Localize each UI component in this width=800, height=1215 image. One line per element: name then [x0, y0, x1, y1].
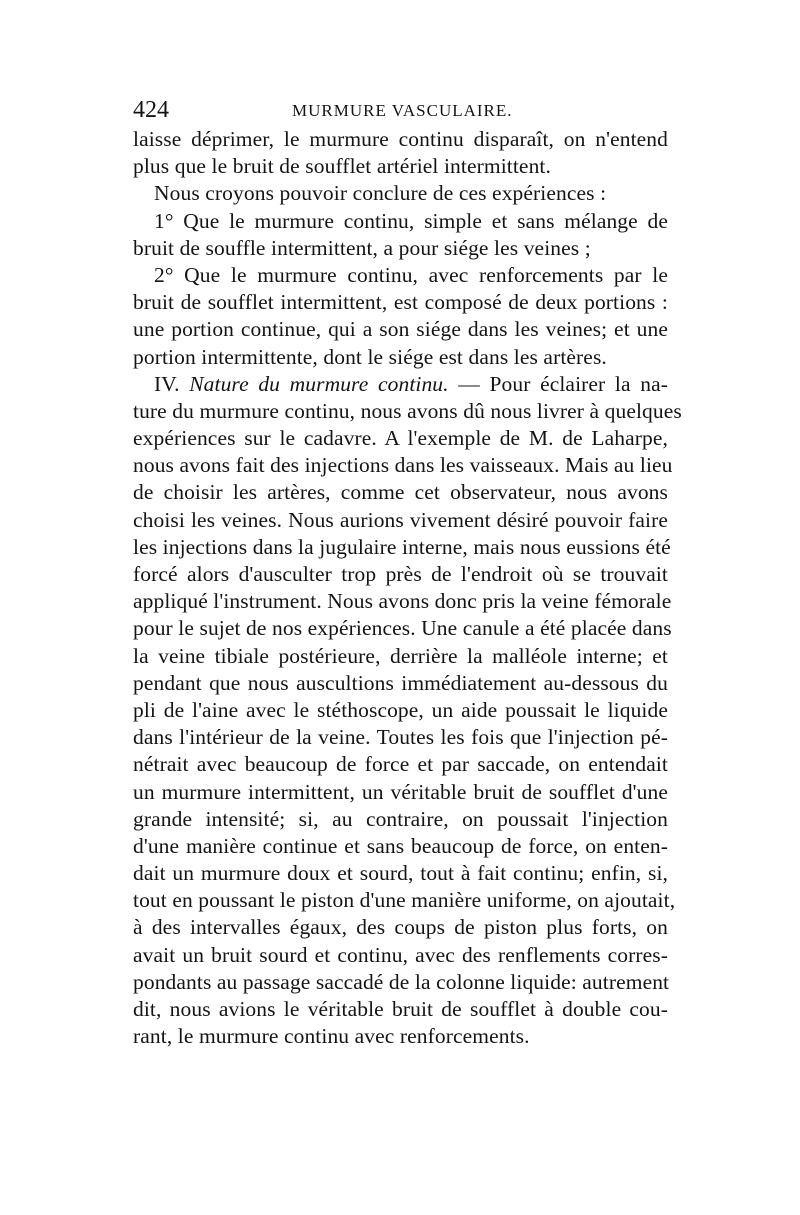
text-line: rant, le murmure continu avec renforcements.: [133, 1024, 530, 1049]
section-number: IV.: [154, 371, 180, 396]
running-head: [133, 97, 666, 123]
text-line: Nous croyons pouvoir conclure de ces expériences :: [154, 181, 607, 206]
body-text: [133, 126, 682, 1050]
text-line: portion intermittente, dont le siége est dans les artères.: [133, 344, 607, 369]
text-line: les injections dans la jugulaire interne, mais nous eussions été: [133, 534, 671, 559]
text-line: nétrait avec beaucoup de force et par saccade, on entendait: [133, 752, 668, 777]
text-line: d'une manière continue et sans beaucoup de force, on enten-: [133, 833, 668, 858]
text-line: pour le sujet de nos expériences. Une canule a été placée dans: [133, 616, 672, 641]
text-line: un murmure intermittent, un véritable bruit de soufflet d'une: [133, 779, 668, 804]
text-line: de choisir les artères, comme cet observateur, nous avons: [133, 480, 668, 505]
text-line: pondants au passage saccadé de la colonne liquide: autrement: [133, 969, 670, 994]
text-line: une portion continue, qui a son siége dans les veines; et une: [133, 317, 668, 342]
section-lead-text: — Pour éclairer la na-: [458, 371, 668, 396]
text-line: 1° Que le murmure continu, simple et sans mélange de: [154, 208, 668, 233]
text-line: ture du murmure continu, nous avons dû nous livrer à quelques: [133, 398, 682, 423]
section-heading-line: [133, 371, 668, 398]
text-line: grande intensité; si, au contraire, on poussait l'injection: [133, 806, 668, 831]
text-line: expériences sur le cadavre. A l'exemple de M. de Laharpe,: [133, 426, 668, 451]
text-line: bruit de souffle intermittent, a pour siége les veines ;: [133, 235, 591, 260]
text-line: tout en poussant le piston d'une manière uniforme, on ajoutait,: [133, 888, 676, 913]
text-line: nous avons fait des injections dans les vaisseaux. Mais au lieu: [133, 453, 673, 478]
running-title: MURMURE VASCULAIRE.: [292, 101, 513, 120]
text-line: dit, nous avions le véritable bruit de soufflet à double cou-: [133, 997, 668, 1021]
text-line: la veine tibiale postérieure, derrière la malléole interne; et: [133, 643, 668, 668]
page-number: 424: [133, 97, 169, 123]
text-line: à des intervalles égaux, des coups de piston plus forts, on: [133, 915, 668, 940]
text-line: forcé alors d'ausculter trop près de l'endroit où se trouvait: [133, 562, 668, 586]
section-title: Nature du murmure continu.: [189, 371, 449, 396]
text-line: appliqué l'instrument. Nous avons donc pris la veine fémorale: [133, 589, 672, 614]
text-line: 2° Que le murmure continu, avec renforcements par le: [154, 262, 668, 287]
text-line: bruit de soufflet intermittent, est composé de deux portions :: [133, 290, 668, 315]
text-line: laisse déprimer, le murmure continu disparaît, on n'entend: [133, 127, 668, 151]
text-line: dait un murmure doux et sourd, tout à fait continu; enfin, si,: [133, 861, 668, 886]
text-line: avait un bruit sourd et continu, avec des renflements corres-: [133, 942, 668, 967]
text-line: pendant que nous auscultions immédiatement au-dessous du: [133, 670, 668, 695]
text-line: dans l'intérieur de la veine. Toutes les fois que l'injection pé-: [133, 725, 668, 750]
text-line: choisi les veines. Nous aurions vivement désiré pouvoir faire: [133, 507, 668, 532]
text-line: pli de l'aine avec le stéthoscope, un aide poussait le liquide: [133, 697, 668, 722]
text-line: plus que le bruit de soufflet artériel intermittent.: [133, 154, 551, 179]
